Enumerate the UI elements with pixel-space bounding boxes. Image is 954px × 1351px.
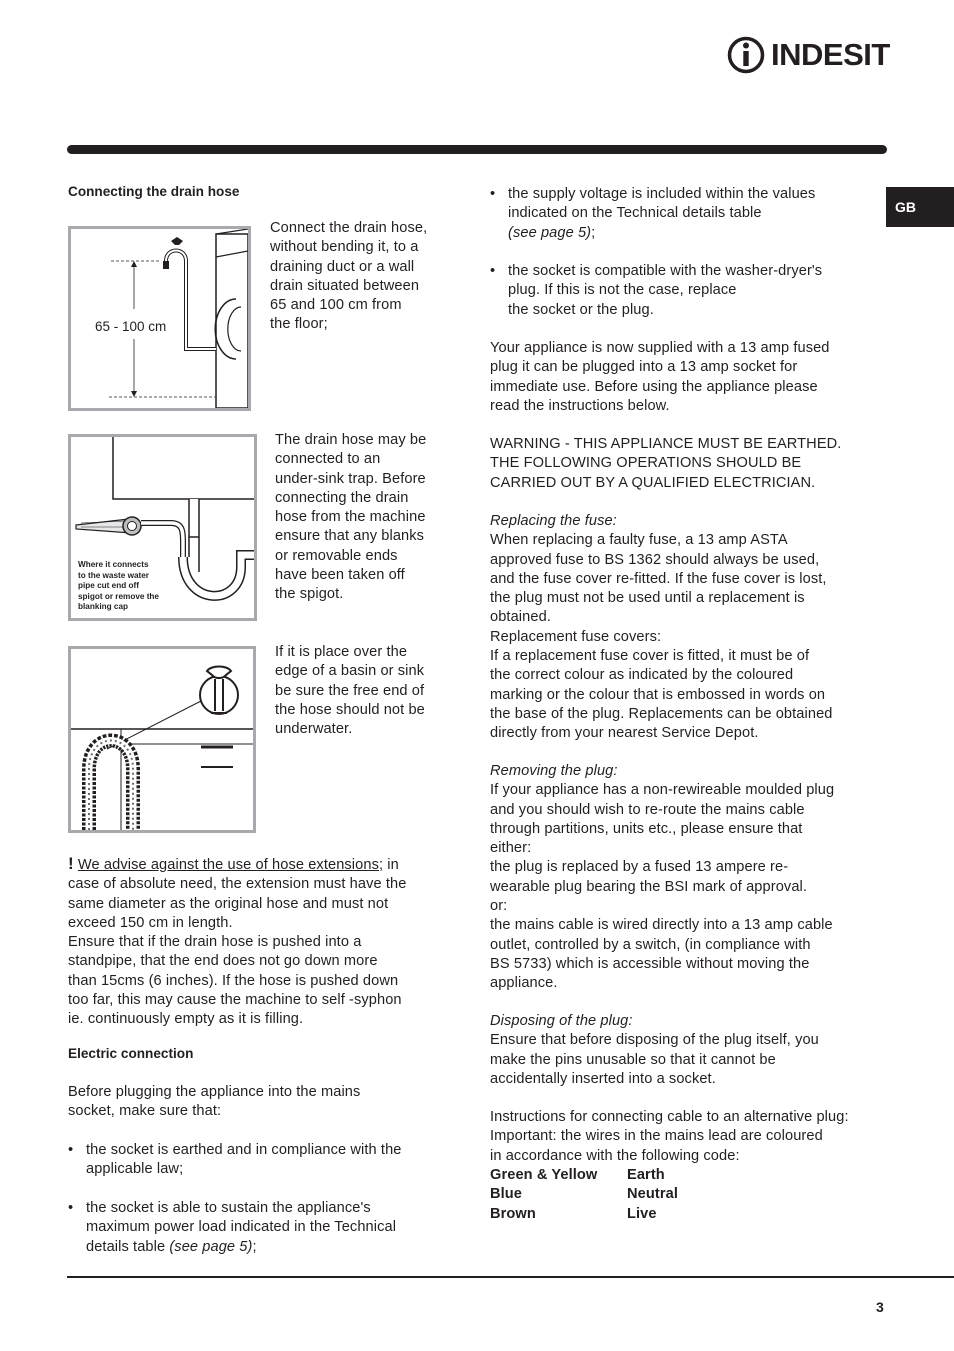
wire-code-row: Brown Live <box>490 1205 657 1222</box>
under-sink-trap-caption: Where it connects to the waste water pipe cut end off spigot or remove the blanking cap <box>78 560 159 612</box>
page-number: 3 <box>876 1299 884 1315</box>
language-tab[interactable]: GB <box>886 187 954 227</box>
header-rule <box>67 145 887 154</box>
figure-basin-text: If it is place over the edge of a basin or sink be sure the free end of the hose should not be underwater. <box>275 644 425 738</box>
figure-basin-edge <box>68 646 256 833</box>
brand-name: INDESIT <box>771 37 890 72</box>
warning-underlined-text: We advise against the use of hose extensions <box>77 857 379 873</box>
indesit-logo <box>727 34 889 76</box>
electric-intro: Before plugging the appliance into the mains socket, make sure that: <box>68 1084 361 1120</box>
figure-under-sink-trap <box>68 434 257 621</box>
hose-extension-warning: ! We advise against the use of hose extensions; in case of absolute need, the extension must have the same diameter as the original hose and must not exceed 150 cm in length. Ensure that if the drain hose is pushed into a standpipe, that the end does not go down more than 15cms (6 inches). If the hose is pushed down too far, this may cause the machine to self -syphon ie. continuously empty as it is filling. <box>68 854 407 1028</box>
electric-connection-heading: Electric connection <box>68 1046 194 1061</box>
drain-hose-heading: Connecting the drain hose <box>68 184 240 199</box>
warning-icon: ! <box>68 854 74 873</box>
disposing-plug-heading: Disposing of the plug: <box>490 1013 633 1029</box>
basin-edge-illustration <box>71 649 253 830</box>
removing-plug-heading: Removing the plug: <box>490 763 618 779</box>
wire-code-row: Blue Neutral <box>490 1186 678 1203</box>
drain-height-label: 65 - 100 cm <box>95 319 167 334</box>
disposing-plug-section: Disposing of the plug: Ensure that before disposing of the plug itself, you make the pins unusable so that it cannot be accidentally inserted into a socket. <box>490 1012 880 1089</box>
figure-drain-height-text: Connect the drain hose, without bending it, to a draining duct or a wall drain situated between 65 and 100 cm from the floor; <box>270 220 428 333</box>
indesit-logo-mark-icon <box>727 34 767 76</box>
replacing-fuse-section: Replacing the fuse: When replacing a faulty fuse, a 13 amp ASTA approved fuse to BS 1362 should always be used, and the fuse cover re-fitted. If the fuse cover is lost, the plug must not be used until a replacement is obtained. Replacement fuse covers: If a replacement fuse cover is fitted, it must be of the correct colour as indicated by the coloured marking or the colour that is embossed in words on the base of the plug. Replacements can be obtained directly from your nearest Service Depot. <box>490 512 880 744</box>
footer-rule <box>67 1276 954 1278</box>
alternative-plug-section: Instructions for connecting cable to an alternative plug: Important: the wires in the mains lead are coloured in accordance with the following code: <box>490 1109 849 1164</box>
wire-code-row: Green & Yellow Earth <box>490 1167 665 1183</box>
figure-under-sink-text: The drain hose may be connected to an under-sink trap. Before connecting the drain hose from the machine ensure that any blanks or removable ends have been taken off the spigot. <box>275 432 427 603</box>
wire-color-code-table <box>490 1166 880 1224</box>
supply-paragraph: Your appliance is now supplied with a 13 amp fused plug it can be plugged into a 13 amp socket for immediate use. Before using the appliance please read the instructions below. <box>490 340 830 414</box>
figure-drain-height <box>68 226 251 411</box>
replacing-fuse-heading: Replacing the fuse: <box>490 513 617 529</box>
earthing-warning: WARNING - THIS APPLIANCE MUST BE EARTHED. THE FOLLOWING OPERATIONS SHOULD BE CARRIED OUT BY A QUALIFIED ELECTRICIAN. <box>490 436 842 491</box>
removing-plug-section: Removing the plug: If your appliance has a non-rewireable moulded plug and you should wish to re-route the mains cable through partitions, units etc., please ensure that either: the plug is replaced by a fused 13 ampere re- wearable plug bearing the BSI mark of approval. or: the mains cable is wired directly into a 13 amp cable outlet, controlled by a switch, (in compliance with BS 5733) which is accessible without moving the appliance. <box>490 762 880 994</box>
